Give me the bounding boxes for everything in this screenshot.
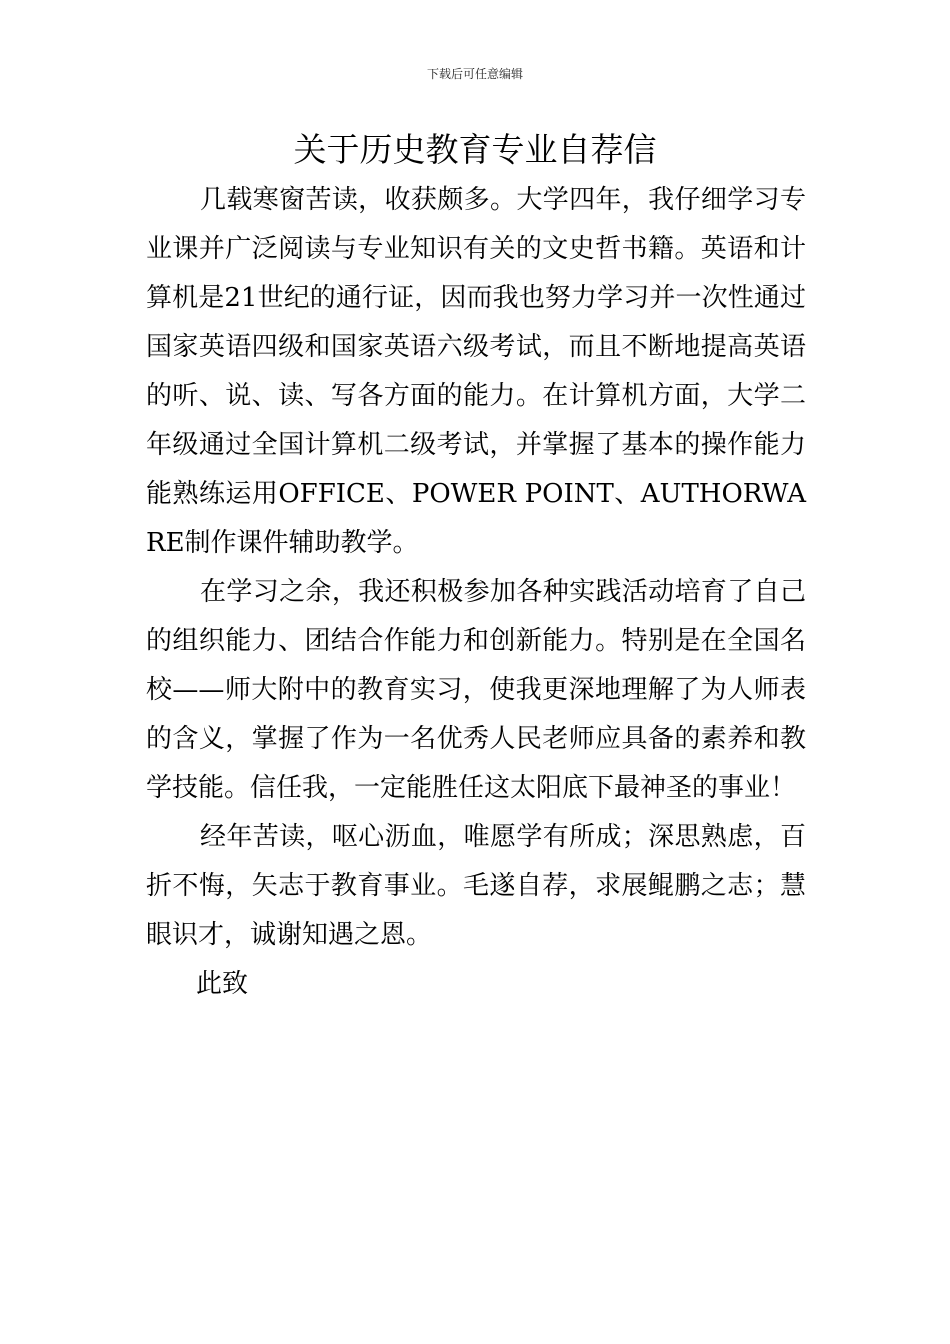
letter-body bbox=[146, 176, 806, 1009]
closing-salutation: 此致 bbox=[196, 969, 249, 999]
paragraph-study: 几载寒窗苦读，收获颇多。大学四年，我仔细学习专业课并广泛阅读与专业知识有关的文史哲书籍。英语和计算机是21世纪的通行证，因而我也努力学习并一次性通过国家英语四级和国家英语六级考试，而且不断地提高英语的听、说、读、写各方面的能力。在计算机方面，大学二年级通过全国计算机二级考试，并掌握了基本的操作能力能熟练运用OFFICE、POWER POINT、AUTHORWARE制作课件辅助教学。 bbox=[146, 185, 806, 558]
paragraph-aspiration: 经年苦读，呕心沥血，唯愿学有所成；深思熟虑，百折不悔，矢志于教育事业。毛遂自荐，求展鲲鹏之志；慧眼识才，诚谢知遇之恩。 bbox=[146, 822, 806, 950]
paragraph-practice: 在学习之余，我还积极参加各种实践活动培育了自己的组织能力、团结合作能力和创新能力。特别是在全国名校——师大附中的教育实习，使我更深地理解了为人师表的含义，掌握了作为一名优秀人民老师应具备的素养和教学技能。信任我，一定能胜任这太阳底下最神圣的事业！ bbox=[146, 577, 806, 803]
header-note: 下载后可任意编辑 bbox=[426, 67, 523, 81]
document-title: 关于历史教育专业自荐信 bbox=[293, 130, 657, 169]
